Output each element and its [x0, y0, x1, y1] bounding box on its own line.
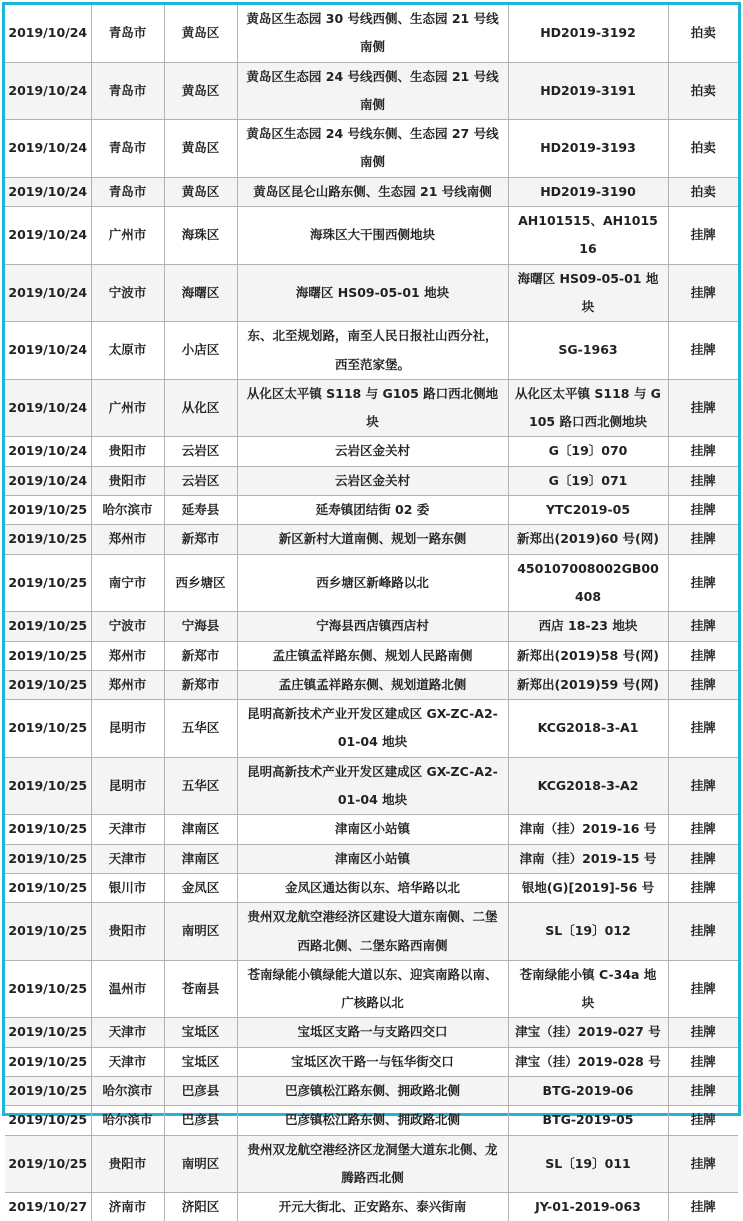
city-cell: 宁波市 [91, 612, 164, 641]
district-cell: 黄岛区 [164, 62, 237, 120]
city-cell: 青岛市 [91, 5, 164, 62]
city-cell: 温州市 [91, 960, 164, 1018]
city-cell: 郑州市 [91, 641, 164, 670]
district-cell: 黄岛区 [164, 120, 237, 178]
location-cell: 津南区小站镇 [237, 815, 508, 844]
parcel-code-cell: 津南（挂）2019-15 号 [508, 844, 668, 873]
transfer-mode-cell: 拍卖 [668, 5, 738, 62]
parcel-code-cell: BTG-2019-05 [508, 1106, 668, 1135]
transfer-mode-cell: 挂牌 [668, 641, 738, 670]
transfer-mode-cell: 挂牌 [668, 525, 738, 554]
transfer-mode-cell: 拍卖 [668, 62, 738, 120]
parcel-code-cell: 西店 18-23 地块 [508, 612, 668, 641]
parcel-code-cell: KCG2018-3-A2 [508, 757, 668, 815]
location-cell: 西乡塘区新峰路以北 [237, 554, 508, 612]
district-cell: 云岩区 [164, 437, 237, 466]
location-cell: 孟庄镇孟祥路东侧、规划道路北侧 [237, 670, 508, 699]
district-cell: 济阳区 [164, 1193, 237, 1221]
location-cell: 金凤区通达街以东、培华路以北 [237, 873, 508, 902]
parcel-code-cell: HD2019-3191 [508, 62, 668, 120]
table-row [5, 207, 738, 265]
transfer-mode-cell: 挂牌 [668, 379, 738, 437]
transfer-mode-cell: 挂牌 [668, 1135, 738, 1193]
city-cell: 郑州市 [91, 525, 164, 554]
transfer-mode-cell: 挂牌 [668, 264, 738, 322]
district-cell: 小店区 [164, 322, 237, 380]
district-cell: 宝坻区 [164, 1047, 237, 1076]
date-cell: 2019/10/24 [5, 264, 91, 322]
transfer-mode-cell: 挂牌 [668, 1018, 738, 1047]
date-cell: 2019/10/25 [5, 641, 91, 670]
transfer-mode-cell: 挂牌 [668, 873, 738, 902]
parcel-code-cell: BTG-2019-06 [508, 1076, 668, 1105]
date-cell: 2019/10/25 [5, 1018, 91, 1047]
parcel-code-cell: HD2019-3192 [508, 5, 668, 62]
date-cell: 2019/10/24 [5, 379, 91, 437]
table-row [5, 437, 738, 466]
date-cell: 2019/10/25 [5, 700, 91, 758]
parcel-code-cell: 新郑出(2019)60 号(网) [508, 525, 668, 554]
parcel-code-cell: KCG2018-3-A1 [508, 700, 668, 758]
parcel-code-cell: 银地(G)[2019]-56 号 [508, 873, 668, 902]
district-cell: 苍南县 [164, 960, 237, 1018]
city-cell: 青岛市 [91, 120, 164, 178]
location-cell: 开元大街北、正安路东、泰兴街南 [237, 1193, 508, 1221]
date-cell: 2019/10/24 [5, 322, 91, 380]
city-cell: 贵阳市 [91, 466, 164, 495]
location-cell: 巴彦镇松江路东侧、拥政路北侧 [237, 1076, 508, 1105]
city-cell: 广州市 [91, 207, 164, 265]
transfer-mode-cell: 挂牌 [668, 322, 738, 380]
district-cell: 云岩区 [164, 466, 237, 495]
district-cell: 延寿县 [164, 496, 237, 525]
date-cell: 2019/10/25 [5, 496, 91, 525]
location-cell: 黄岛区生态园 30 号线西侧、生态园 21 号线南侧 [237, 5, 508, 62]
transfer-mode-cell: 挂牌 [668, 815, 738, 844]
location-cell: 津南区小站镇 [237, 844, 508, 873]
city-cell: 昆明市 [91, 700, 164, 758]
location-cell: 孟庄镇孟祥路东侧、规划人民路南侧 [237, 641, 508, 670]
city-cell: 天津市 [91, 815, 164, 844]
district-cell: 金凤区 [164, 873, 237, 902]
table-row [5, 322, 738, 380]
location-cell: 巴彦镇松江路东侧、拥政路北侧 [237, 1106, 508, 1135]
district-cell: 宝坻区 [164, 1018, 237, 1047]
parcel-code-cell: 450107008002GB00408 [508, 554, 668, 612]
city-cell: 哈尔滨市 [91, 1106, 164, 1135]
date-cell: 2019/10/24 [5, 5, 91, 62]
location-cell: 贵州双龙航空港经济区龙洞堡大道东北侧、龙腾路西北侧 [237, 1135, 508, 1193]
transfer-mode-cell: 挂牌 [668, 670, 738, 699]
table-row [5, 1135, 738, 1193]
table-row [5, 264, 738, 322]
location-cell: 东、北至规划路，南至人民日报社山西分社，西至范家堡。 [237, 322, 508, 380]
table-row [5, 525, 738, 554]
transfer-mode-cell: 挂牌 [668, 960, 738, 1018]
table-row [5, 700, 738, 758]
transfer-mode-cell: 挂牌 [668, 1047, 738, 1076]
table-row [5, 1193, 738, 1221]
table-row [5, 120, 738, 178]
parcel-code-cell: AH101515、AH101516 [508, 207, 668, 265]
table-row [5, 873, 738, 902]
parcel-code-cell: G〔19〕071 [508, 466, 668, 495]
district-cell: 新郑市 [164, 641, 237, 670]
date-cell: 2019/10/25 [5, 960, 91, 1018]
city-cell: 贵阳市 [91, 437, 164, 466]
transfer-mode-cell: 挂牌 [668, 207, 738, 265]
table-row [5, 1018, 738, 1047]
location-cell: 海珠区大干围西侧地块 [237, 207, 508, 265]
district-cell: 津南区 [164, 815, 237, 844]
district-cell: 南明区 [164, 1135, 237, 1193]
district-cell: 五华区 [164, 700, 237, 758]
table-row [5, 466, 738, 495]
transfer-mode-cell: 挂牌 [668, 554, 738, 612]
city-cell: 哈尔滨市 [91, 1076, 164, 1105]
table-row [5, 641, 738, 670]
parcel-code-cell: SL〔19〕012 [508, 903, 668, 961]
land-transaction-table-frame [2, 2, 741, 1215]
district-cell: 津南区 [164, 844, 237, 873]
table-row [5, 960, 738, 1018]
date-cell: 2019/10/25 [5, 757, 91, 815]
table-row [5, 815, 738, 844]
location-cell: 黄岛区生态园 24 号线西侧、生态园 21 号线南侧 [237, 62, 508, 120]
location-cell: 宝坻区支路一与支路四交口 [237, 1018, 508, 1047]
date-cell: 2019/10/27 [5, 1193, 91, 1221]
date-cell: 2019/10/25 [5, 670, 91, 699]
table-row [5, 903, 738, 961]
table-row [5, 844, 738, 873]
district-cell: 黄岛区 [164, 5, 237, 62]
parcel-code-cell: 津宝（挂）2019-027 号 [508, 1018, 668, 1047]
land-transaction-table [5, 5, 738, 1221]
parcel-code-cell: 海曙区 HS09-05-01 地块 [508, 264, 668, 322]
date-cell: 2019/10/24 [5, 62, 91, 120]
transfer-mode-cell: 拍卖 [668, 120, 738, 178]
parcel-code-cell: SL〔19〕011 [508, 1135, 668, 1193]
district-cell: 从化区 [164, 379, 237, 437]
city-cell: 济南市 [91, 1193, 164, 1221]
transfer-mode-cell: 挂牌 [668, 700, 738, 758]
district-cell: 南明区 [164, 903, 237, 961]
city-cell: 天津市 [91, 844, 164, 873]
district-cell: 海珠区 [164, 207, 237, 265]
table-row [5, 496, 738, 525]
city-cell: 贵阳市 [91, 903, 164, 961]
date-cell: 2019/10/24 [5, 177, 91, 206]
date-cell: 2019/10/25 [5, 525, 91, 554]
city-cell: 宁波市 [91, 264, 164, 322]
city-cell: 天津市 [91, 1018, 164, 1047]
date-cell: 2019/10/24 [5, 466, 91, 495]
location-cell: 贵州双龙航空港经济区建设大道东南侧、二堡西路北侧、二堡东路西南侧 [237, 903, 508, 961]
city-cell: 太原市 [91, 322, 164, 380]
district-cell: 西乡塘区 [164, 554, 237, 612]
date-cell: 2019/10/25 [5, 873, 91, 902]
date-cell: 2019/10/24 [5, 437, 91, 466]
district-cell: 宁海县 [164, 612, 237, 641]
location-cell: 宁海县西店镇西店村 [237, 612, 508, 641]
table-row [5, 612, 738, 641]
date-cell: 2019/10/25 [5, 612, 91, 641]
transfer-mode-cell: 挂牌 [668, 844, 738, 873]
city-cell: 青岛市 [91, 62, 164, 120]
parcel-code-cell: 从化区太平镇 S118 与 G105 路口西北侧地块 [508, 379, 668, 437]
location-cell: 黄岛区生态园 24 号线东侧、生态园 27 号线南侧 [237, 120, 508, 178]
date-cell: 2019/10/25 [5, 554, 91, 612]
transfer-mode-cell: 挂牌 [668, 496, 738, 525]
city-cell: 南宁市 [91, 554, 164, 612]
table-row [5, 670, 738, 699]
parcel-code-cell: 津南（挂）2019-16 号 [508, 815, 668, 844]
district-cell: 巴彦县 [164, 1076, 237, 1105]
transfer-mode-cell: 挂牌 [668, 466, 738, 495]
district-cell: 新郑市 [164, 670, 237, 699]
location-cell: 从化区太平镇 S118 与 G105 路口西北侧地块 [237, 379, 508, 437]
table-row [5, 1076, 738, 1105]
transfer-mode-cell: 挂牌 [668, 1076, 738, 1105]
city-cell: 昆明市 [91, 757, 164, 815]
city-cell: 哈尔滨市 [91, 496, 164, 525]
date-cell: 2019/10/25 [5, 1076, 91, 1105]
transfer-mode-cell: 挂牌 [668, 903, 738, 961]
location-cell: 苍南绿能小镇绿能大道以东、迎宾南路以南、广核路以北 [237, 960, 508, 1018]
table-row [5, 62, 738, 120]
parcel-code-cell: SG-1963 [508, 322, 668, 380]
location-cell: 海曙区 HS09-05-01 地块 [237, 264, 508, 322]
location-cell: 延寿镇团结街 02 委 [237, 496, 508, 525]
parcel-code-cell: 苍南绿能小镇 C-34a 地块 [508, 960, 668, 1018]
city-cell: 天津市 [91, 1047, 164, 1076]
location-cell: 云岩区金关村 [237, 466, 508, 495]
transfer-mode-cell: 拍卖 [668, 177, 738, 206]
district-cell: 巴彦县 [164, 1106, 237, 1135]
city-cell: 青岛市 [91, 177, 164, 206]
city-cell: 广州市 [91, 379, 164, 437]
parcel-code-cell: 新郑出(2019)58 号(网) [508, 641, 668, 670]
date-cell: 2019/10/25 [5, 903, 91, 961]
parcel-code-cell: HD2019-3190 [508, 177, 668, 206]
table-body [5, 5, 738, 1221]
parcel-code-cell: YTC2019-05 [508, 496, 668, 525]
city-cell: 贵阳市 [91, 1135, 164, 1193]
location-cell: 云岩区金关村 [237, 437, 508, 466]
location-cell: 昆明高新技术产业开发区建成区 GX-ZC-A2-01-04 地块 [237, 700, 508, 758]
parcel-code-cell: 津宝（挂）2019-028 号 [508, 1047, 668, 1076]
table-row [5, 379, 738, 437]
table-row [5, 1047, 738, 1076]
location-cell: 宝坻区次干路一与钰华街交口 [237, 1047, 508, 1076]
table-row [5, 757, 738, 815]
date-cell: 2019/10/25 [5, 844, 91, 873]
table-row [5, 1106, 738, 1135]
parcel-code-cell: JY-01-2019-063 [508, 1193, 668, 1221]
date-cell: 2019/10/25 [5, 1135, 91, 1193]
parcel-code-cell: 新郑出(2019)59 号(网) [508, 670, 668, 699]
date-cell: 2019/10/25 [5, 1047, 91, 1076]
city-cell: 银川市 [91, 873, 164, 902]
location-cell: 黄岛区昆仑山路东侧、生态园 21 号线南侧 [237, 177, 508, 206]
district-cell: 黄岛区 [164, 177, 237, 206]
transfer-mode-cell: 挂牌 [668, 757, 738, 815]
location-cell: 昆明高新技术产业开发区建成区 GX-ZC-A2-01-04 地块 [237, 757, 508, 815]
transfer-mode-cell: 挂牌 [668, 612, 738, 641]
transfer-mode-cell: 挂牌 [668, 1106, 738, 1135]
table-row [5, 5, 738, 62]
location-cell: 新区新村大道南侧、规划一路东侧 [237, 525, 508, 554]
date-cell: 2019/10/25 [5, 1106, 91, 1135]
table-row [5, 554, 738, 612]
date-cell: 2019/10/24 [5, 120, 91, 178]
parcel-code-cell: HD2019-3193 [508, 120, 668, 178]
district-cell: 海曙区 [164, 264, 237, 322]
district-cell: 五华区 [164, 757, 237, 815]
table-row [5, 177, 738, 206]
parcel-code-cell: G〔19〕070 [508, 437, 668, 466]
date-cell: 2019/10/25 [5, 815, 91, 844]
district-cell: 新郑市 [164, 525, 237, 554]
transfer-mode-cell: 挂牌 [668, 437, 738, 466]
date-cell: 2019/10/24 [5, 207, 91, 265]
transfer-mode-cell: 挂牌 [668, 1193, 738, 1221]
city-cell: 郑州市 [91, 670, 164, 699]
